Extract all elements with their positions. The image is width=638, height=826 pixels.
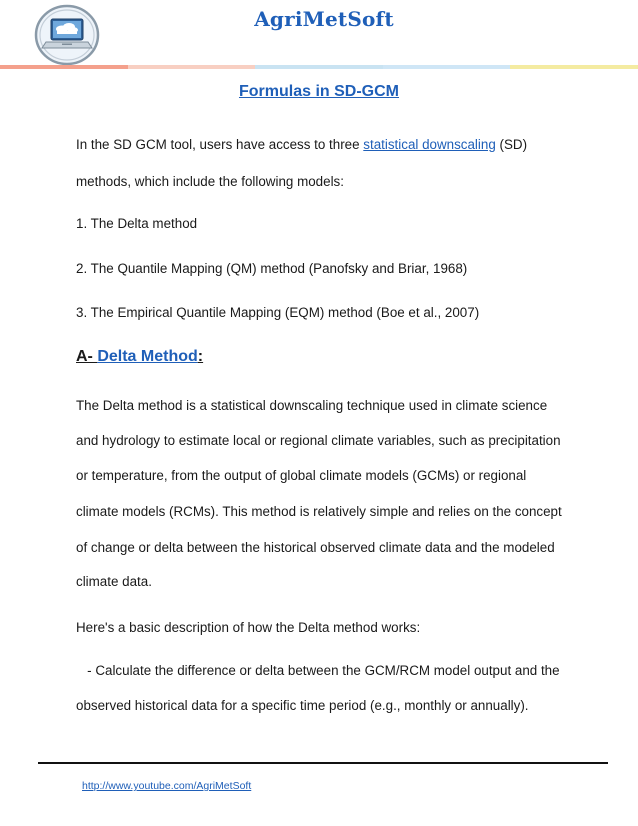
intro-line-1 <box>76 137 596 153</box>
body-line: observed historical data for a specific time period (e.g., monthly or annually). <box>76 698 529 713</box>
body-line: - Calculate the difference or delta between the GCM/RCM model output and the <box>76 663 560 678</box>
body-line: climate data. <box>76 574 152 589</box>
section-prefix: A- <box>76 348 98 365</box>
statistical-downscaling-link[interactable]: statistical downscaling <box>363 137 496 152</box>
header-color-rule <box>0 65 638 69</box>
method-list-item: 1. The Delta method <box>76 216 198 231</box>
delta-method-link[interactable]: Delta Method <box>97 348 198 365</box>
body-line: or temperature, from the output of global climate models (GCMs) or regional <box>76 468 527 483</box>
brand-name: AgriMetSoft <box>254 7 394 31</box>
body-line: Here's a basic description of how the Delta method works: <box>76 620 421 635</box>
method-list-item: 2. The Quantile Mapping (QM) method (Panofsky and Briar, 1968) <box>76 261 468 276</box>
footer-rule <box>38 762 608 764</box>
intro-line-2: methods, which include the following models: <box>76 174 344 189</box>
body-line: climate models (RCMs). This method is relatively simple and relies on the concept <box>76 504 562 519</box>
intro-text-before-link: In the SD GCM tool, users have access to three <box>76 137 364 152</box>
section-suffix: : <box>197 348 204 365</box>
body-line: The Delta method is a statistical downscaling technique used in climate science <box>76 398 548 413</box>
intro-text-after-link: (SD) <box>495 137 528 152</box>
youtube-footer-link[interactable]: http://www.youtube.com/AgriMetSoft <box>82 780 252 792</box>
body-line: and hydrology to estimate local or regional climate variables, such as precipitation <box>76 433 561 448</box>
body-line: of change or delta between the historical observed climate data and the modeled <box>76 540 555 555</box>
document-title: Formulas in SD-GCM <box>238 83 399 100</box>
method-list-item: 3. The Empirical Quantile Mapping (EQM) method (Boe et al., 2007) <box>76 305 480 320</box>
section-heading-delta-method <box>76 348 203 366</box>
